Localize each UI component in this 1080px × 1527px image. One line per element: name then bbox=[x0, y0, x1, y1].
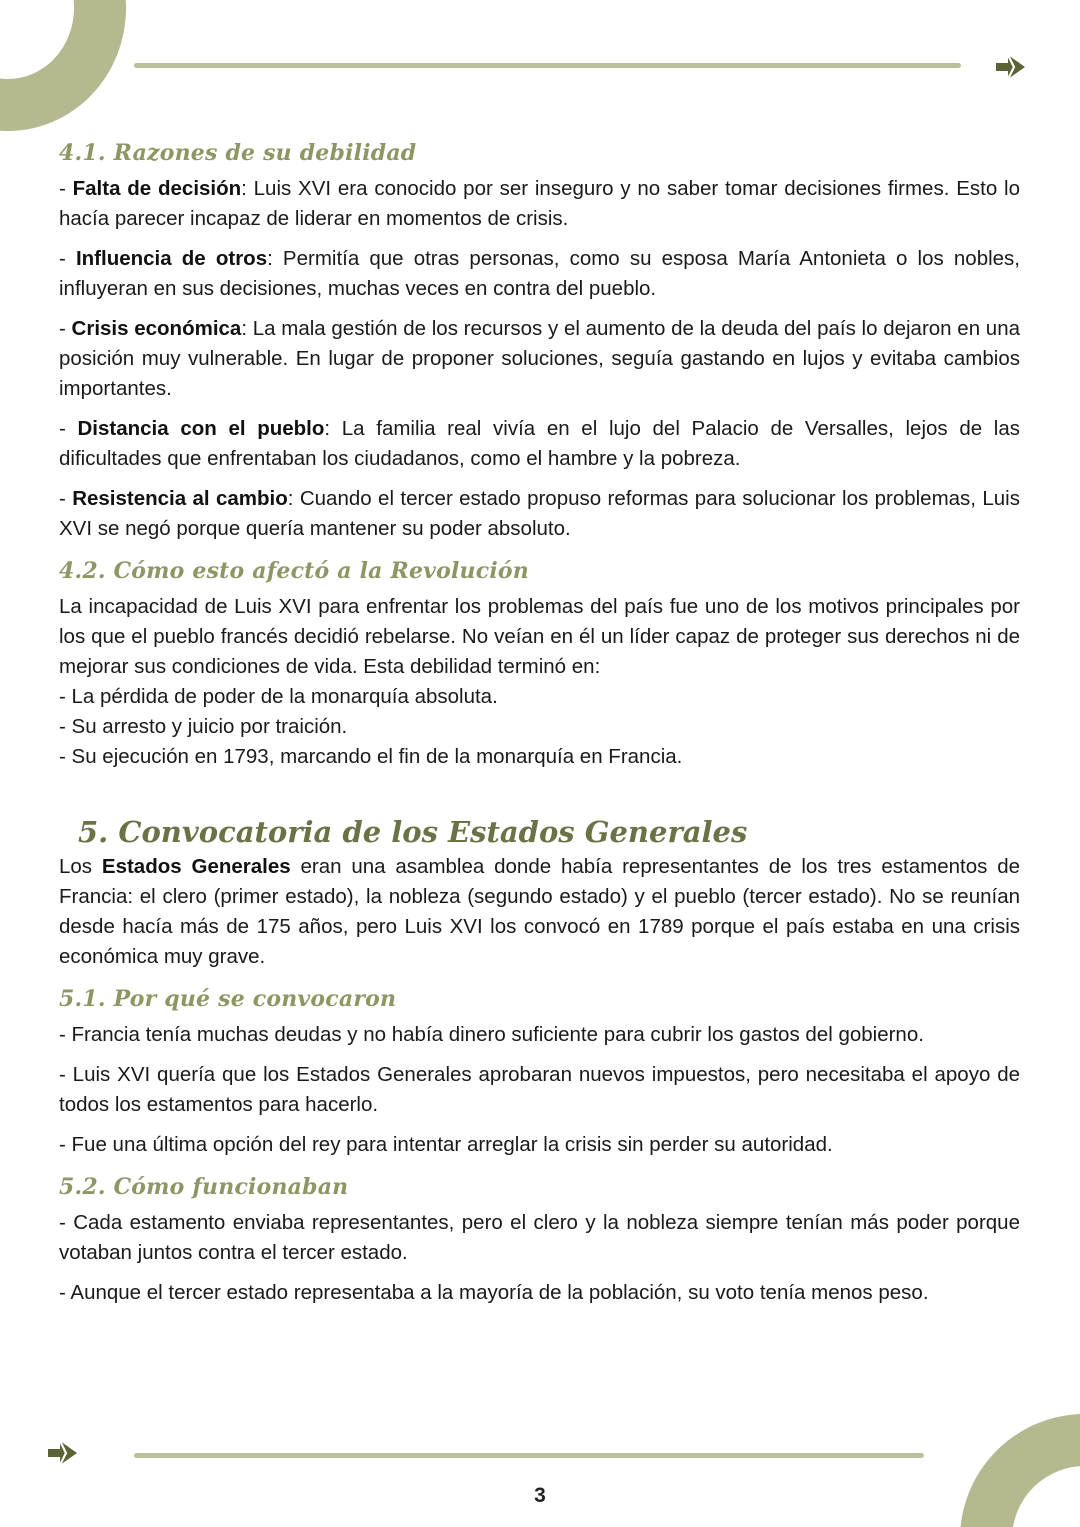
intro-term: Estados Generales bbox=[101, 855, 291, 878]
list-item: - La pérdida de poder de la monarquía absoluta. bbox=[59, 685, 498, 708]
list-item: - Cada estamento enviaba representantes, pero el clero y la nobleza siempre tenían más poder porque votaban juntos contra el tercer estado. bbox=[59, 1211, 1020, 1264]
section-heading-5-1: 5.1. Por qué se convocaron bbox=[59, 986, 397, 1012]
section-heading-4-1: 4.1. Razones de su debilidad bbox=[59, 140, 417, 166]
arrow-right-icon bbox=[994, 52, 1028, 82]
decorative-circle-bottom-right bbox=[960, 1414, 1080, 1527]
section-heading-5-2: 5.2. Cómo funcionaban bbox=[59, 1174, 349, 1200]
page-content bbox=[59, 136, 1020, 1318]
item-text: : Luis XVI era conocido por ser inseguro y no saber tomar decisiones firmes. Esto lo hacía parecer incapaz de liderar en momentos de crisis. bbox=[59, 177, 1020, 230]
page-number: 3 bbox=[534, 1484, 546, 1507]
item-text: : Cuando el tercer estado propuso reformas para solucionar los problemas, Luis XVI se negó porque quería mantener su poder absoluto. bbox=[59, 487, 1020, 540]
item-term: Influencia de otros bbox=[75, 247, 268, 270]
item-term: Distancia con el pueblo bbox=[77, 417, 325, 440]
list-item bbox=[59, 414, 1020, 474]
list-item: - Luis XVI quería que los Estados Generales aprobaran nuevos impuestos, pero necesitaba el apoyo de todos los estamentos para hacerlo. bbox=[59, 1063, 1020, 1116]
item-prefix: - bbox=[59, 417, 78, 440]
intro-text: Los bbox=[59, 855, 102, 878]
top-divider bbox=[134, 63, 961, 68]
list-item: - Aunque el tercer estado representaba a la mayoría de la población, su voto tenía menos peso. bbox=[59, 1281, 929, 1304]
decorative-circle-top-left bbox=[0, 0, 126, 131]
list-item bbox=[59, 244, 1020, 304]
item-text: : Permitía que otras personas, como su esposa María Antonieta o los nobles, influyeran en sus decisiones, muchas veces en contra del pueblo. bbox=[59, 247, 1020, 300]
list-item bbox=[59, 484, 1020, 544]
item-term: Crisis económica bbox=[71, 317, 242, 340]
item-text: : La familia real vivía en el lujo del Palacio de Versalles, lejos de las dificultades que enfrentaban los ciudadanos, como el hambre y la pobreza. bbox=[59, 417, 1020, 470]
item-prefix: - bbox=[59, 487, 73, 510]
section-heading-4-2: 4.2. Cómo esto afectó a la Revolución bbox=[59, 558, 529, 584]
section-heading-5: 5. Convocatoria de los Estados Generales bbox=[78, 815, 748, 849]
consequence-list bbox=[59, 682, 1020, 772]
list-item: - Su arresto y juicio por traición. bbox=[59, 715, 348, 738]
intro-text: eran una asamblea donde había representantes de los tres estamentos de Francia: el clero (primer estado), la nobleza (segundo estado) y el pueblo (tercer estado). No se reunían desde hacía más de 175 años, pero Luis XVI los convocó en 1789 porque el país estaba en una crisis económica muy grave. bbox=[59, 855, 1021, 968]
item-term: Falta de decisión bbox=[72, 177, 242, 200]
arrow-right-icon bbox=[46, 1438, 80, 1468]
item-prefix: - bbox=[59, 247, 76, 270]
item-term: Resistencia al cambio bbox=[72, 487, 288, 510]
bottom-divider bbox=[134, 1453, 924, 1458]
item-prefix: - bbox=[59, 317, 72, 340]
list-item bbox=[59, 314, 1020, 404]
list-item bbox=[59, 174, 1020, 234]
list-item: - Francia tenía muchas deudas y no había dinero suficiente para cubrir los gastos del gobierno. bbox=[59, 1023, 924, 1046]
item-prefix: - bbox=[59, 177, 73, 200]
section-paragraph: La incapacidad de Luis XVI para enfrentar los problemas del país fue uno de los motivos principales por los que el pueblo francés decidió rebelarse. No veían en él un líder capaz de proteger sus derechos ni de mejorar sus condiciones de vida. Esta debilidad terminó en: bbox=[59, 595, 1020, 678]
list-item: - Fue una última opción del rey para intentar arreglar la crisis sin perder su autoridad. bbox=[59, 1133, 833, 1156]
item-text: : La mala gestión de los recursos y el aumento de la deuda del país lo dejaron en una posición muy vulnerable. En lugar de proponer soluciones, seguía gastando en lujos y evitaba cambios importantes. bbox=[59, 317, 1021, 400]
list-item: - Su ejecución en 1793, marcando el fin de la monarquía en Francia. bbox=[59, 745, 683, 768]
section-paragraph bbox=[59, 852, 1020, 972]
